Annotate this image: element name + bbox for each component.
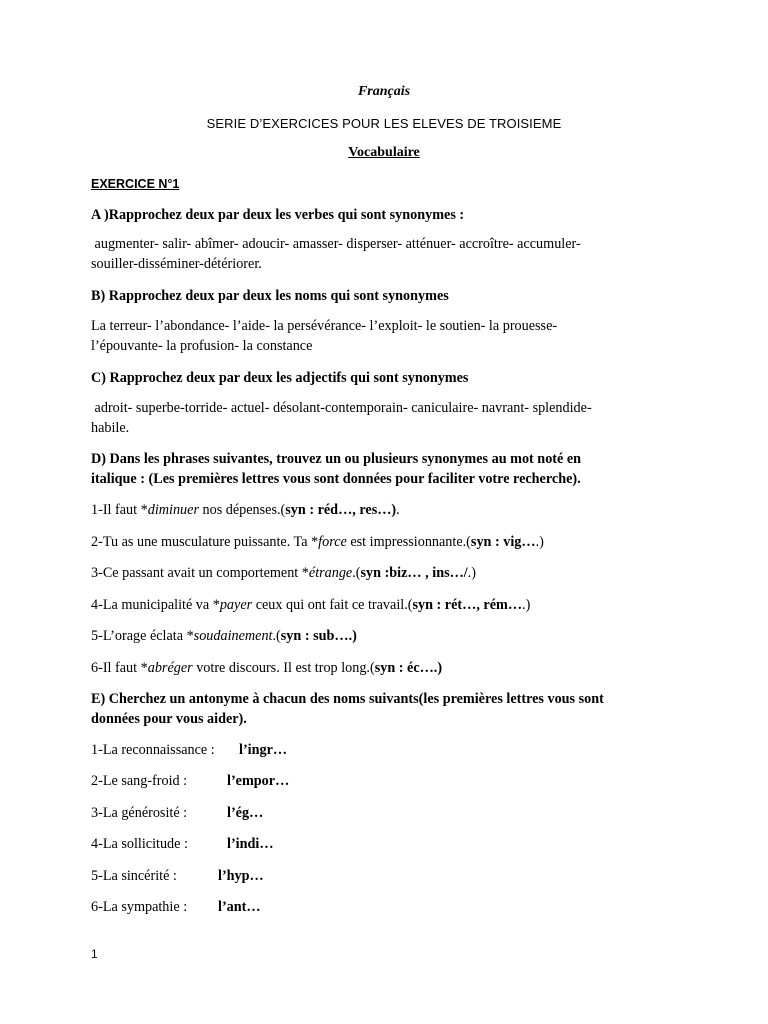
part-d-item: [91, 628, 691, 645]
part-e-item-answer: l’hyp…: [218, 868, 264, 884]
section-title: Vocabulaire: [348, 145, 420, 160]
italic-word: force: [318, 534, 347, 550]
part-a-question: A )Rapprochez deux par deux les verbes qui sont synonymes :: [91, 207, 465, 223]
part-d-question-line-1: D) Dans les phrases suivantes, trouvez un ou plusieurs synonymes au mot noté en: [91, 451, 582, 467]
series-title: SERIE D’EXERCICES POUR LES ELEVES DE TROISIEME: [206, 116, 562, 131]
part-c-line-1: adroit- superbe-torride- actuel- désolant-contemporain- caniculaire- navrant- splendide-: [91, 400, 592, 416]
sentence-end: nos dépenses.(: [198, 502, 286, 518]
sentence-start: 2-Tu as une musculature puissante. Ta *: [91, 534, 319, 550]
sentence-end: .(: [272, 628, 281, 644]
sentence-start: 1-Il faut *: [91, 502, 148, 518]
part-a-line-2: souiller-disséminer-détériorer.: [91, 256, 262, 272]
part-d-item: [91, 660, 691, 677]
synonym-hint: syn : éc….): [374, 660, 443, 676]
sentence-end: est impressionnante.(: [346, 534, 471, 550]
part-e-item-label: 4-La sollicitude :: [91, 836, 188, 852]
synonym-hint: syn : sub….): [280, 628, 357, 644]
italic-word: diminuer: [147, 502, 199, 518]
closing-punctuation: .): [467, 565, 477, 581]
part-c-question: C) Rapprochez deux par deux les adjectifs qui sont synonymes: [91, 370, 469, 386]
part-e-question-line-1: E) Cherchez un antonyme à chacun des noms suivants(les premières lettres vous sont: [91, 691, 604, 707]
part-e-item-answer: l’ant…: [218, 899, 261, 915]
part-d-question-line-2: italique : (Les premières lettres vous sont données pour faciliter votre recherche).: [91, 471, 581, 487]
part-d-item: [91, 502, 691, 519]
part-e-item-label: 1-La reconnaissance :: [91, 742, 215, 758]
closing-punctuation: .): [535, 534, 544, 550]
exercise-heading: [91, 177, 691, 191]
part-e-item-label: 6-La sympathie :: [91, 899, 188, 915]
closing-punctuation: .: [396, 502, 400, 518]
part-d-item: [91, 565, 691, 582]
part-e-item-label: 5-La sincérité :: [91, 868, 177, 884]
sentence-end: .(: [352, 565, 361, 581]
part-e-question-line-2: données pour vous aider).: [91, 711, 247, 727]
sentence-end: votre discours. Il est trop long.(: [192, 660, 375, 676]
part-e-item-answer: l’indi…: [227, 836, 274, 852]
part-e-item-label: 2-Le sang-froid :: [91, 773, 188, 789]
exercise-label: EXERCICE: [91, 177, 159, 191]
part-e-item-answer: l’ég…: [227, 805, 264, 821]
part-e-item-answer: l’ingr…: [239, 742, 288, 758]
subject-title: Français: [357, 84, 411, 99]
synonym-hint: syn :biz… , ins…/: [360, 565, 468, 581]
italic-word: étrange: [308, 565, 353, 581]
sentence-start: 5-L’orage éclata *: [91, 628, 194, 644]
page-number: 1: [91, 947, 98, 961]
synonym-hint: syn : rét…, rém…: [412, 597, 523, 613]
part-d-item: [91, 597, 691, 614]
part-c-line-2: habile.: [91, 420, 130, 436]
italic-word: soudainement: [193, 628, 273, 644]
synonym-hint: syn : réd…, res…): [285, 502, 397, 518]
part-b-line-2: l’épouvante- la profusion- la constance: [91, 338, 313, 354]
part-e-item-answer: l’empor…: [227, 773, 290, 789]
part-a-line-1: augmenter- salir- abîmer- adoucir- amasser- disperser- atténuer- accroître- accumuler-: [91, 236, 581, 252]
sentence-end: ceux qui ont fait ce travail.(: [252, 597, 413, 613]
italic-word: abréger: [147, 660, 193, 676]
italic-word: payer: [219, 597, 253, 613]
part-b-question: B) Rapprochez deux par deux les noms qui sont synonymes: [91, 288, 449, 304]
sentence-start: 6-Il faut *: [91, 660, 148, 676]
sentence-start: 3-Ce passant avait un comportement *: [91, 565, 309, 581]
sentence-start: 4-La municipalité va *: [91, 597, 220, 613]
part-b-line-1: La terreur- l’abondance- l’aide- la persévérance- l’exploit- le soutien- la prouesse-: [91, 318, 558, 334]
closing-punctuation: .): [522, 597, 531, 613]
part-d-item: [91, 534, 691, 551]
exercise-number: N°1: [158, 177, 180, 191]
part-e-item-label: 3-La générosité :: [91, 805, 188, 821]
synonym-hint: syn : vig…: [470, 534, 536, 550]
